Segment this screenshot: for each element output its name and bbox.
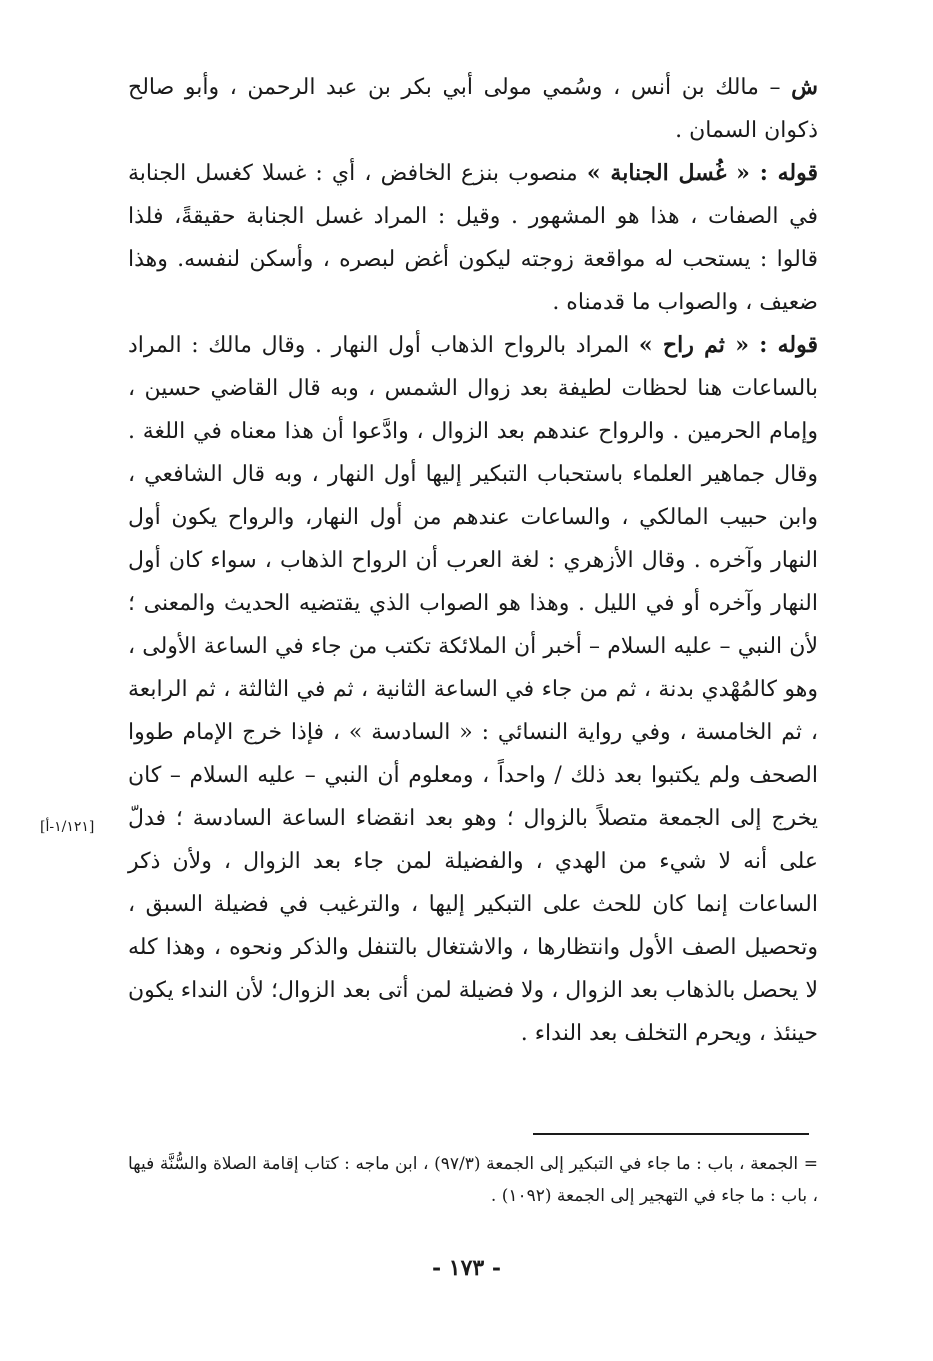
paragraph-text: – مالك بن أنس ، وسُمي مولى أبي بكر بن عبد الرحمن ، وأبو صالح ذكوان السمان .	[128, 75, 818, 143]
footnote-item: = الجمعة ، باب : ما جاء في التبكير إلى الجمعة (٩٧/٣) ، ابن ماجه : كتاب إقامة الصلاة والسُّنَّة فيها ، باب : ما جاء في التهجير إلى الجمعة (١٠٩٢) .	[128, 1154, 819, 1206]
footnote-divider	[533, 1133, 809, 1135]
paragraph-thumma-raha	[128, 324, 818, 1055]
paragraph-lead: ش	[791, 74, 818, 100]
paragraph-lead: قوله : « غُسل الجنابة »	[586, 160, 819, 186]
paragraph-lead: قوله : « ثم راح »	[638, 332, 819, 358]
manuscript-folio-marker: [١/١٢١-أ]	[40, 819, 95, 835]
paragraph-text: منصوب بنزع الخافض ، أي : غسلا كغسل الجنابة في الصفات ، هذا هو المشهور . وقيل : المراد غسل الجنابة حقيقةً، فلذا قالوا : يستحب له مواقعة زوجته ليكون أغض لبصره ، وأسكن لنفسه. وهذا ضعيف ، والصواب ما قدمناه .	[128, 161, 818, 315]
main-text-body	[128, 66, 818, 1055]
paragraph-text: المراد بالرواح الذهاب أول النهار . وقال مالك : المراد بالساعات هنا لحظات لطيفة بعد زوال الشمس ، وبه قال القاضي حسين ، وإمام الحرمين . والرواح عندهم بعد الزوال ، وادَّعوا أن هذا معناه في اللغة . وقال جماهير العلماء باستحباب التبكير إليها أول النهار ، وبه قال الشافعي ، وابن حبيب المالكي ، والساعات عندهم من أول النهار، والرواح يكون أول النهار وآخره . وقال الأزهري : لغة العرب أن الرواح الذهاب ، سواء كان أول النهار وآخره أو في الليل . وهذا هو الصواب الذي يقتضيه الحديث والمعنى ؛ لأن النبي – عليه السلام – أخبر أن الملائكة تكتب من جاء في الساعة الأولى ، وهو كالمُهْدي بدنة ، ثم من جاء في الساعة الثانية ، ثم في الثالثة ، ثم الرابعة ، ثم الخامسة ، وفي رواية النسائي : « السادسة » ، فإذا خرج الإمام طووا الصحف ولم يكتبوا بعد ذلك / واحداً ، ومعلوم أن النبي – عليه السلام – كان يخرج إلى الجمعة متصلاً بالزوال ؛ وهو بعد انقضاء الساعة السادسة ؛ فدلّ على أنه لا شيء من الهدي ، والفضيلة لمن جاء بعد الزوال ، ولأن ذكر الساعات إنما كان للحث على التبكير إليها ، والترغيب في فضيلة السبق ، وتحصيل الصف الأول وانتظارها ، والاشتغال بالتنفل والذكر ونحوه ، وهذا كله لا يحصل بالذهاب بعد الزوال ، ولا فضيلة لمن أتى بعد الزوال؛ لأن النداء يكون حينئذ ، ويحرم التخلف بعد النداء .	[128, 333, 819, 1046]
paragraph-narrators	[128, 66, 818, 152]
footnotes	[128, 1148, 818, 1212]
paragraph-ghusl-janaba	[128, 152, 818, 324]
page-number: - ١٧٣ -	[431, 1255, 502, 1281]
